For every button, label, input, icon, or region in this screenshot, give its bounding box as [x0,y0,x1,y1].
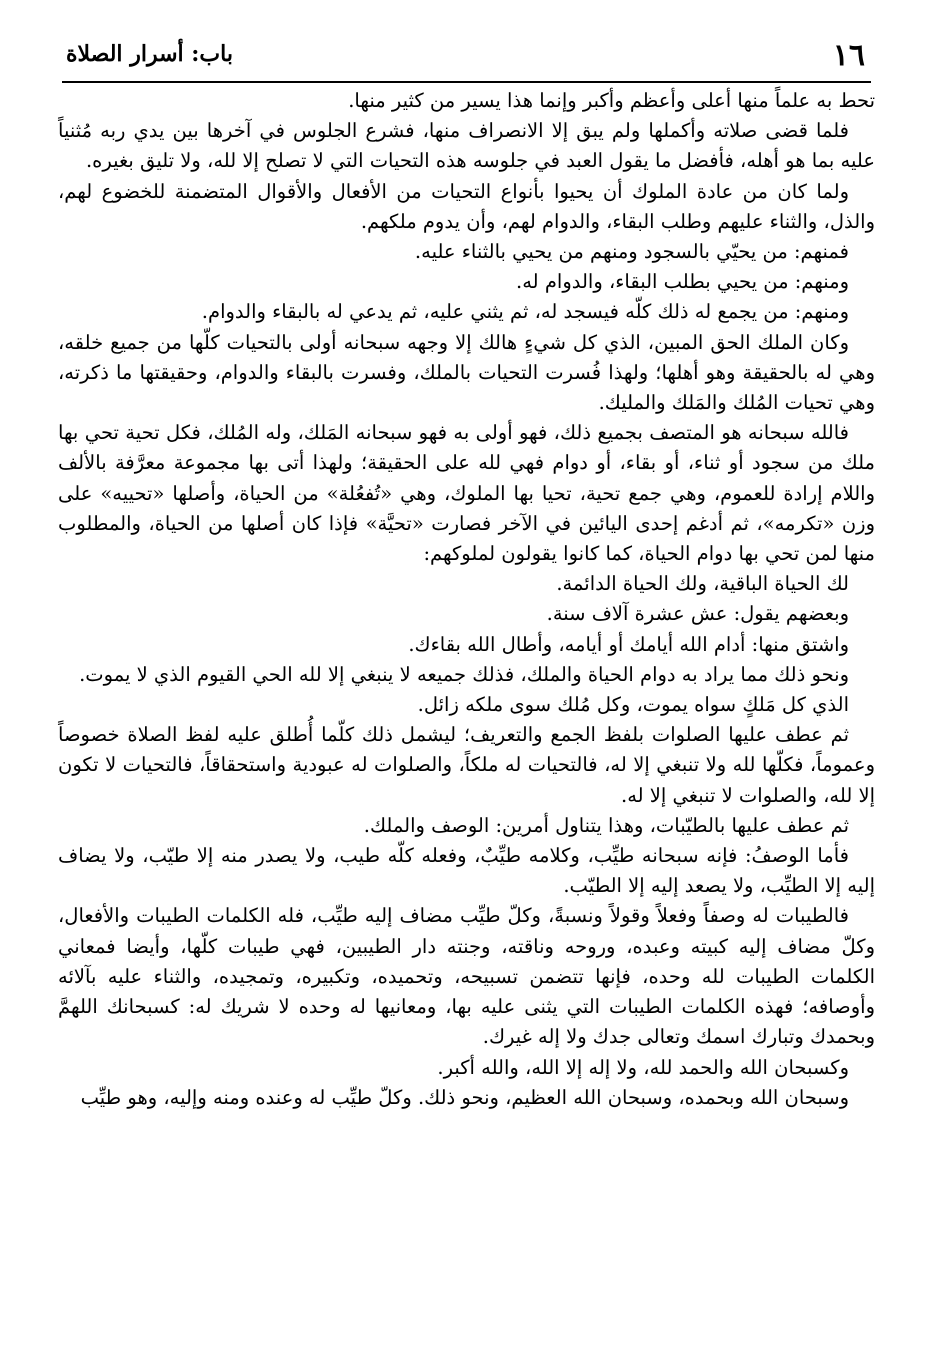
paragraph: فالله سبحانه هو المتصف بجميع ذلك، فهو أولى به فهو سبحانه المَلك، وله المُلك، فكل تحية تحي بها ملك من سجود أو ثناء، أو بقاء، أو دوام فهي لله على الحقيقة؛ ولهذا أتى بها مجموعة معرَّفة بالألف واللام إرادة للعموم، وهي جمع تحية، تحيا بها الملوك، وهي «تُفعُلة» من الحياة، وأصلها «تحييه» على وزن «تكرمه»، ثم أدغم إحدى اليائين في الآخر فصارت «تحيَّة» فإذا كان أصلها من الحياة، والمطلوب منها لمن تحي بها دوام الحياة، كما كانوا يقولون لملوكهم: [58,421,875,566]
paragraph: فمنهم: من يحيّي بالسجود ومنهم من يحيي بالثناء عليه. [414,240,849,264]
page-header [62,30,871,80]
paragraph: ثم عطف عليها الصلوات بلفظ الجمع والتعريف؛ ليشمل ذلك كلّما أُطلق عليه لفظ الصلاة خصوصاً وعموماً، فكلّها لله ولا تنبغي إلا له، فالتحيات له ملكاً، والصلوات له عبودية واستحقاقاً، فالتحيات لا تكون إلا لله، والصلوات لا تنبغي إلا له. [58,723,875,807]
paragraph: وبعضهم يقول: عش عشرة آلاف سنة. [546,602,849,626]
paragraph: ومنهم: من يجمع له ذلك كلّه فيسجد له، ثم يثني عليه، ثم يدعي له بالبقاء والدوام. [201,300,849,324]
page-body [58,86,875,1113]
paragraph: لك الحياة الباقية، ولك الحياة الدائمة. [556,572,849,596]
paragraph: الذي كل مَلكٍ سواه يموت، وكل مُلك سوى ملكه زائل. [417,693,849,717]
header-divider [62,81,871,83]
paragraph: واشتق منها: أدام الله أيامك أو أيامه، وأطال الله بقاءك. [408,632,849,656]
paragraph: ومنهم: من يحيي بطلب البقاء، والدوام له. [516,270,849,294]
paragraph: تحط به علماً منها أعلى وأعظم وأكبر وإنما هذا يسير من كثير منها. [348,89,875,112]
chapter-title: باب: أسرار الصلاة [66,41,233,67]
paragraph: فأما الوصفُ: فإنه سبحانه طيِّب، وكلامه طيِّبٌ، وفعله كلّه طيب، ولا يصدر منه إلا طيّب، ولا يضاف إليه إلا الطيِّب، ولا يصعد إليه إلا الطيّب. [58,844,875,898]
page-number: ١٦ [832,38,865,73]
paragraph: فلما قضى صلاته وأكملها ولم يبق إلا الانصراف منها، فشرع الجلوس في آخرها بين يدي ربه مُثنياً عليه بما هو أهله، فأفضل ما يقول العبد في جلوسه هذه التحيات التي لا تصلح إلا لله، ولا تليق بغيره. [58,119,875,173]
paragraph: ثم عطف عليها بالطيّبات، وهذا يتناول أمرين: الوصف والملك. [363,813,849,837]
paragraph: ولما كان من عادة الملوك أن يحيوا بأنواع التحيات من الأفعال والأقوال المتضمنة للخضوع لهم، والذل، والثناء عليهم وطلب البقاء، والدوام لهم، وأن يدوم ملكهم. [58,179,875,233]
paragraph: وكان الملك الحق المبين، الذي كل شيءٍ هالك إلا وجهه سبحانه أولى بالتحيات كلّها من جميع خلقه، وهي له بالحقيقة وهو أهلها؛ ولهذا فُسرت التحيات بالملك، وفسرت بالبقاء والدوام، وحقيقتها ما ذكرته، وهي تحيات المُلك والمَلك والمليك. [58,330,875,415]
paragraph: وسبحان الله وبحمده، وسبحان الله العظيم، ونحو ذلك. وكلّ طيِّب له وعنده ومنه وإليه، وهو طيِّب [80,1085,849,1109]
paragraph: فالطيبات له وصفاً وفعلاً وقولاً ونسبةً، وكلّ طيِّب مضاف إليه طيِّب، فله الكلمات الطيبات والأفعال، وكلّ مضاف إليه كبيته وعبده، وروحه وناقته، وجنته دار الطيبين، فهي طيبات كلّها، وأيضا فمعاني الكلمات الطيبات لله وحده، فإنها تتضمن تسبيحه، وتحميده، وتكبيره، وتمجيده، والثناء عليه بآلائه وأوصافه؛ فهذه الكلمات الطيبات التي يثنى عليه بها، ومعانيها له وحده لا شريك له: كسبحانك اللهمَّ وبحمدك وتبارك اسمك وتعالى جدك ولا إله غيرك. [58,904,875,1049]
paragraph: وكسبحان الله والحمد لله، ولا إله إلا الله، والله أكبر. [437,1055,849,1079]
paragraph: ونحو ذلك مما يراد به دوام الحياة والملك، فذلك جميعه لا ينبغي إلا لله الحي القيوم الذي لا يموت. [79,662,849,686]
